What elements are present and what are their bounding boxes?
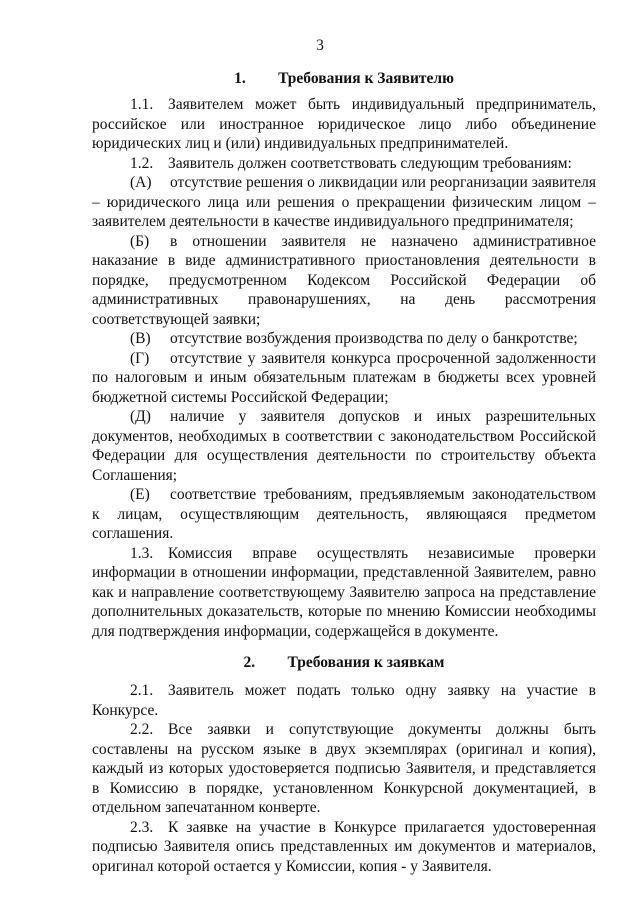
section-2-number: 2. xyxy=(243,654,256,671)
requirement-label: (Д) xyxy=(130,408,151,425)
paragraph-label: 1.2. xyxy=(130,154,154,172)
requirement-g xyxy=(92,349,596,408)
section-2-heading xyxy=(92,653,596,673)
paragraph-label: 2.2. xyxy=(130,721,154,738)
paragraph-text: Все заявки и сопутствующие документы должны быть составлены на русском языке в двух экземплярах (оригинал и копия), каждый из которых удостоверяется подписью Заявителя, и представляется в Комиссию в порядке, установленном Конкурсной документацией, в отдельном запечатанном конверте. xyxy=(92,721,596,816)
paragraph-1-1 xyxy=(92,95,596,154)
requirement-label: (Е) xyxy=(130,486,150,503)
requirement-text: в отношении заявителя не назначено административное наказание в виде административного приостановления деятельности в порядке, предусмотренном Кодексом Российской Федерации об административных правонарушениях, на день рассмотрения соответствующей заявки; xyxy=(92,232,596,328)
requirement-a xyxy=(92,173,596,232)
paragraph-label: 2.1. xyxy=(130,682,154,699)
document-body xyxy=(92,69,596,876)
paragraph-text: Заявитель может подать только одну заявку на участие в Конкурсе. xyxy=(92,682,596,719)
page-number: 3 xyxy=(316,37,324,54)
requirement-e xyxy=(92,485,596,544)
requirement-label: (Б) xyxy=(130,232,150,250)
paragraph-text: Заявитель должен соответствовать следующим требованиям: xyxy=(168,154,572,172)
requirement-text: соответствие требованиям, предъявляемым законодательством к лицам, осуществляющим деятельность, являющаяся предметом соглашения. xyxy=(92,486,596,542)
section-2-title: Требования к заявкам xyxy=(287,654,445,671)
paragraph-text: К заявке на участие в Конкурсе прилагается удостоверенная подписью Заявителя опись представленных им документов и материалов, оригинал которой остается у Комиссии, копия - у Заявителя. xyxy=(92,818,596,875)
requirement-text: отсутствие возбуждения производства по делу о банкротстве; xyxy=(170,330,578,347)
requirement-d xyxy=(92,407,596,485)
paragraph-text: Комиссия вправе осуществлять независимые проверки информации в отношении информации, представленной Заявителем, равно как и направление соответствующему Заявителю запроса на представление дополнительных доказательств, которые по мнению Комиссии необходимы для подтверждения информации, содержащейся в документе. xyxy=(92,544,596,640)
section-1-title: Требования к Заявителю xyxy=(278,70,454,87)
paragraph-1-3 xyxy=(92,544,596,642)
paragraph-text: Заявителем может быть индивидуальный предприниматель, российское или иностранное юридическое лицо либо объединение юридических лиц и (или) индивидуальных предпринимателей. xyxy=(92,96,596,152)
requirement-label: (А) xyxy=(130,174,152,191)
paragraph-label: 2.3. xyxy=(130,818,154,836)
paragraph-label: 1.3. xyxy=(130,544,154,562)
paragraph-2-2 xyxy=(92,720,596,818)
paragraph-2-1 xyxy=(92,681,596,720)
requirement-text: отсутствие у заявителя конкурса просроченной задолженности по налоговым и иным обязательным платежам в бюджеты всех уровней бюджетной системы Российской Федерации; xyxy=(92,349,596,406)
requirement-text: наличие у заявителя допусков и иных разрешительных документов, необходимых в соответствии с законодательством Российской Федерации для осуществления деятельности по строительству объекта Соглашения; xyxy=(92,408,596,484)
requirement-b xyxy=(92,232,596,330)
paragraph-label: 1.1. xyxy=(130,96,154,113)
requirement-label: (Г) xyxy=(130,349,150,367)
paragraph-1-2 xyxy=(92,154,596,174)
section-1-number: 1. xyxy=(234,70,246,87)
requirement-v xyxy=(92,329,596,349)
requirement-text: отсутствие решения о ликвидации или реорганизации заявителя – юридического лица или решения о прекращении физическим лицом – заявителем деятельности в качестве индивидуального предпринимателя; xyxy=(92,174,596,230)
requirement-label: (В) xyxy=(130,330,151,347)
section-1-heading xyxy=(92,69,596,89)
paragraph-2-3 xyxy=(92,818,596,877)
